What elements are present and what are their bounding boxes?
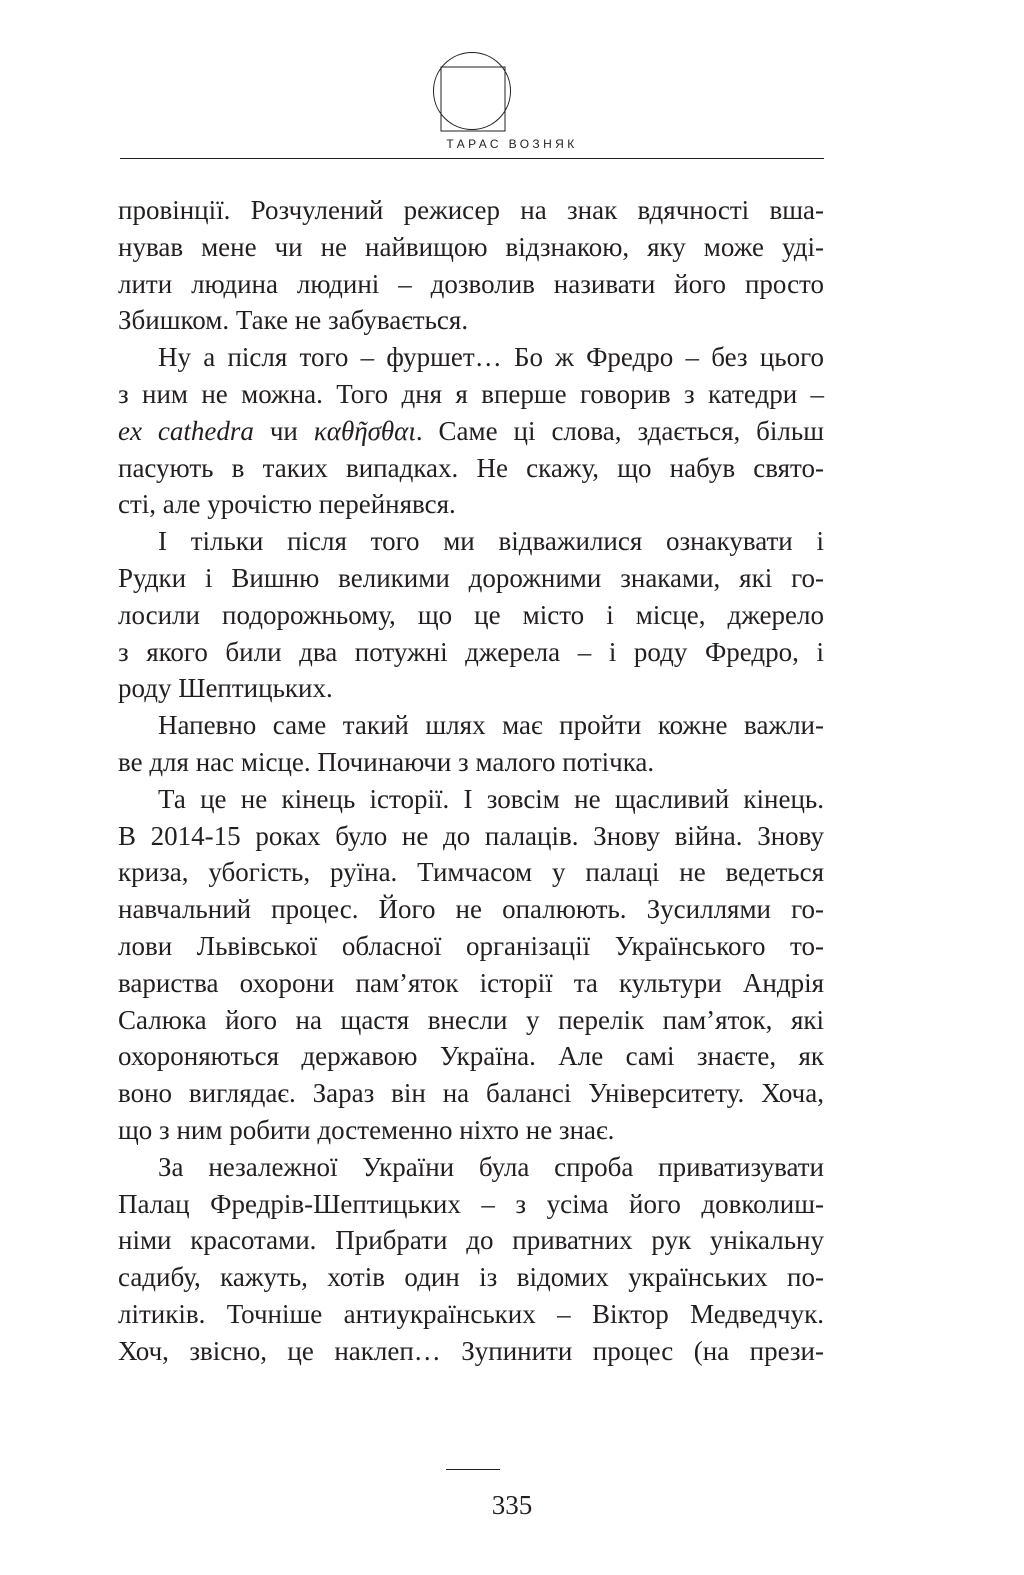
- text-line: роду Шептицьких.: [118, 673, 333, 704]
- text-line: навчальний процес. Його не опалюють. Зусиллями го-: [118, 894, 824, 925]
- text-segment: чи: [253, 415, 314, 446]
- page-number: 335: [491, 1490, 533, 1520]
- text-line: що з ним робити достеменно ніхто не знає.: [118, 1114, 615, 1145]
- text-line: [118, 413, 824, 450]
- text-line: Та це не кінець історії. І зовсім не щасливий кінець.: [158, 783, 824, 814]
- text-line: Хоч, звісно, це наклеп… Зупинити процес (на прези-: [118, 1335, 824, 1366]
- text-line: нував мене чи не найвищою відзнакою, яку може уді-: [118, 231, 824, 262]
- text-line: ве для нас місце. Починаючи з малого потічка.: [118, 746, 655, 777]
- text-line: лити людина людині – дозволив називати його просто: [118, 268, 824, 299]
- text-line: літиків. Точніше антиукраїнських – Віктор Медведчук.: [118, 1298, 824, 1329]
- text-line: провінції. Розчулений режисер на знак вдячності вша-: [118, 195, 824, 225]
- text-line: пасують в таких випадках. Не скажу, що набув свято-: [118, 452, 824, 483]
- circle-square-logo: [432, 50, 512, 132]
- header-divider: [120, 158, 824, 159]
- text-line: вариства охорони пам’яток історії та культури Андрія: [118, 967, 824, 998]
- text-line: воно виглядає. Зараз він на балансі Університету. Хоча,: [118, 1078, 824, 1109]
- body-text: [118, 192, 824, 1370]
- text-line: Ну а після того – фуршет… Бо ж Фредро – без цього: [158, 342, 824, 373]
- text-line: І тільки після того ми відважилися ознакувати і: [158, 526, 824, 557]
- text-line: Салюка його на щастя внесли у перелік пам’яток, які: [118, 1004, 824, 1035]
- text-line: лови Львівської обласної організації Українського то-: [118, 930, 824, 961]
- text-line: Рудки і Вишню великими дорожними знаками, які го-: [118, 562, 824, 593]
- text-line: лосили подорожньому, що це місто і місце, джерело: [118, 599, 824, 630]
- greek-phrase: καθῆσθαι: [313, 415, 416, 446]
- text-segment: . Саме ці слова, здається, більш: [415, 415, 824, 446]
- text-line: сті, але урочістю перейнявся.: [118, 489, 456, 520]
- text-line: криза, убогість, руїна. Тимчасом у палаці не ведеться: [118, 857, 824, 888]
- text-line: садибу, кажуть, хотів один із відомих українських по-: [118, 1262, 824, 1293]
- running-header-author: ТАРАС ВОЗНЯК: [446, 137, 578, 151]
- page-number-rule: [446, 1469, 500, 1470]
- text-line: охороняються державою Україна. Але самі знаєте, як: [118, 1041, 824, 1072]
- text-line: з ним не можна. Того дня я вперше говорив з катедри –: [118, 378, 824, 409]
- text-line: німи красотами. Прибрати до приватних рук унікальну: [118, 1225, 824, 1256]
- text-line: За незалежної України була спроба приватизувати: [158, 1151, 824, 1182]
- text-line: з якого били два потужні джерела – і роду Фредро, і: [118, 636, 824, 667]
- text-line: В 2014-15 роках було не до палаців. Знову війна. Знову: [118, 820, 824, 851]
- text-line: Палац Фредрів-Шептицьких – з усіма його довколиш-: [118, 1188, 824, 1219]
- text-line: Збишком. Таке не забувається.: [118, 305, 469, 336]
- latin-phrase: ex cathedra: [118, 415, 254, 446]
- text-line: Напевно саме такий шлях має пройти кожне важли-: [158, 710, 824, 741]
